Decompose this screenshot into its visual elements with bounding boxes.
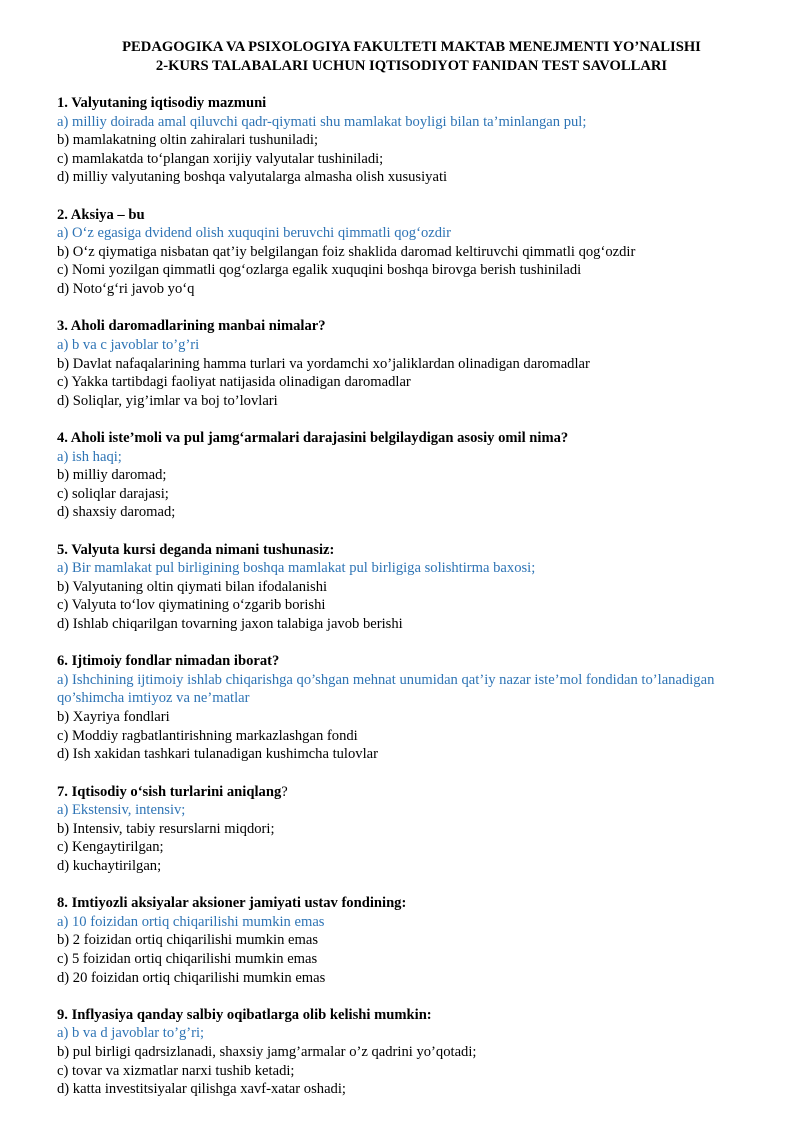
answer-option: c) Moddiy ragbatlantirishning markazlashgan fondi: [57, 727, 358, 744]
answer-option: d) Ish xakidan tashkari tulanadigan kushimcha tulovlar: [57, 746, 378, 763]
question-block: [57, 206, 760, 299]
answer-option-correct: a) Bir mamlakat pul birligining boshqa mamlakat pul birligiga solishtirma baxosi;: [57, 560, 536, 577]
answer-option: c) soliqlar darajasi;: [57, 485, 169, 502]
question-title: [57, 429, 760, 448]
answer-option: c) Yakka tartibdagi faoliyat natijasida olinadigan daromadlar: [57, 374, 411, 391]
question-title-text: 1. Valyutaning iqtisodiy mazmuni: [57, 95, 267, 111]
title-line-1: PEDAGOGIKA VA PSIXOLOGIYA FAKULTETI MAKTAB MENEJMENTI YO’NALISHI: [122, 39, 701, 55]
answer-option: b) O‘z qiymatiga nisbatan qat’iy belgilangan foiz shaklida daromad keltiruvchi qimmatli qog‘ozdir: [57, 243, 636, 260]
answer-option: b) mamlakatning oltin zahiralari tushuniladi;: [57, 132, 318, 149]
question-title: [57, 317, 760, 336]
answer-option: d) Soliqlar, yig’imlar va boj to’lovlari: [57, 392, 278, 409]
question-block: [57, 894, 760, 987]
question-title: [57, 541, 760, 560]
answer-option-correct: a) milliy doirada amal qiluvchi qadr-qiymati shu mamlakat boyligi bilan ta’minlangan pul;: [57, 113, 587, 130]
question-block: [57, 652, 760, 764]
question-title: [57, 652, 760, 671]
question-title: [57, 1006, 760, 1025]
answer-option: b) milliy daromad;: [57, 467, 167, 484]
answer-option: b) Davlat nafaqalarining hamma turlari va yordamchi xo’jaliklardan olinadigan daromadlar: [57, 355, 590, 372]
question-block: [57, 541, 760, 634]
question-title-text: 2. Aksiya – bu: [57, 206, 145, 223]
question-block: [57, 317, 760, 410]
answer-option-correct: a) ish haqi;: [57, 448, 122, 465]
question-title: [57, 206, 760, 225]
answer-option: c) 5 foizidan ortiq chiqarilishi mumkin emas: [57, 950, 318, 967]
question-block: [57, 429, 760, 522]
answer-option: b) Xayriya fondlari: [57, 709, 170, 726]
question-title-text: 7. Iqtisodiy o‘sish turlarini aniqlang: [57, 783, 282, 800]
answer-option: d) 20 foizidan ortiq chiqarilishi mumkin emas: [57, 969, 326, 986]
answer-option: c) Valyuta to‘lov qiymatining o‘zgarib borishi: [57, 597, 326, 614]
answer-option: c) Kengaytirilgan;: [57, 839, 164, 856]
question-block: [57, 783, 760, 876]
title-line-2: 2-KURS TALABALARI UCHUN IQTISODIYOT FANIDAN TEST SAVOLLARI: [155, 57, 668, 74]
answer-option-correct: a) b va c javoblar to’g’ri: [57, 336, 200, 353]
question-title-tail: ?: [281, 783, 288, 800]
question-title-text: 5. Valyuta kursi deganda nimani tushunasiz:: [57, 541, 335, 558]
answer-option: d) kuchaytirilgan;: [57, 857, 162, 874]
question-block: [57, 1006, 760, 1099]
question-list: [57, 94, 760, 1099]
question-title: [57, 94, 760, 113]
answer-option-correct: a) Ishchining ijtimoiy ishlab chiqarishga qo’shgan mehnat unumidan qat’iy nazar iste’mol fondidan to’lanadigan qo’shimcha imtiyoz va ne’matlar: [57, 671, 715, 707]
question-title-text: 4. Aholi iste’moli va pul jamg‘armalari darajasini belgilaydigan asosiy omil nima?: [57, 429, 569, 446]
question-title-text: 9. Inflyasiya qanday salbiy oqibatlarga olib kelishi mumkin:: [57, 1006, 432, 1023]
answer-option: d) milliy valyutaning boshqa valyutalarga almasha olish xususiyati: [57, 169, 448, 186]
question-title: [57, 894, 760, 913]
answer-option: b) Valyutaning oltin qiymati bilan ifodalanishi: [57, 578, 328, 595]
question-title-text: 6. Ijtimoiy fondlar nimadan iborat?: [57, 653, 280, 670]
question-title-text: 3. Aholi daromadlarining manbai nimalar?: [57, 318, 326, 335]
answer-option: b) pul birligi qadrsizlanadi, shaxsiy jamg’armalar o’z qadrini yo’qotadi;: [57, 1044, 477, 1061]
document-title: [57, 38, 760, 75]
answer-option: d) Noto‘g‘ri javob yo‘q: [57, 281, 195, 298]
answer-option: d) katta investitsiyalar qilishga xavf-xatar oshadi;: [57, 1081, 346, 1098]
answer-option-correct: a) Ekstensiv, intensiv;: [57, 802, 186, 819]
answer-option: d) Ishlab chiqarilgan tovarning jaxon talabiga javob berishi: [57, 616, 403, 632]
answer-option: c) Nomi yozilgan qimmatli qog‘ozlarga egalik xuquqini boshqa birovga berish tushiniladi: [57, 262, 582, 279]
answer-option-correct: a) 10 foizidan ortiq chiqarilishi mumkin emas: [57, 913, 325, 930]
answer-option: b) Intensiv, tabiy resurslarni miqdori;: [57, 820, 275, 837]
answer-option: c) mamlakatda to‘plangan xorijiy valyutalar tushiniladi;: [57, 150, 384, 167]
question-title: [57, 783, 760, 802]
answer-option: d) shaxsiy daromad;: [57, 504, 176, 521]
answer-option: c) tovar va xizmatlar narxi tushib ketadi;: [57, 1062, 295, 1079]
question-block: [57, 94, 760, 187]
question-title-text: 8. Imtiyozli aksiyalar aksioner jamiyati ustav fondining:: [57, 895, 407, 912]
answer-option-correct: a) b va d javoblar to’g’ri;: [57, 1025, 205, 1042]
answer-option-correct: a) O‘z egasiga dvidend olish xuquqini beruvchi qimmatli qog‘ozdir: [57, 225, 451, 242]
answer-option: b) 2 foizidan ortiq chiqarilishi mumkin emas: [57, 932, 319, 949]
